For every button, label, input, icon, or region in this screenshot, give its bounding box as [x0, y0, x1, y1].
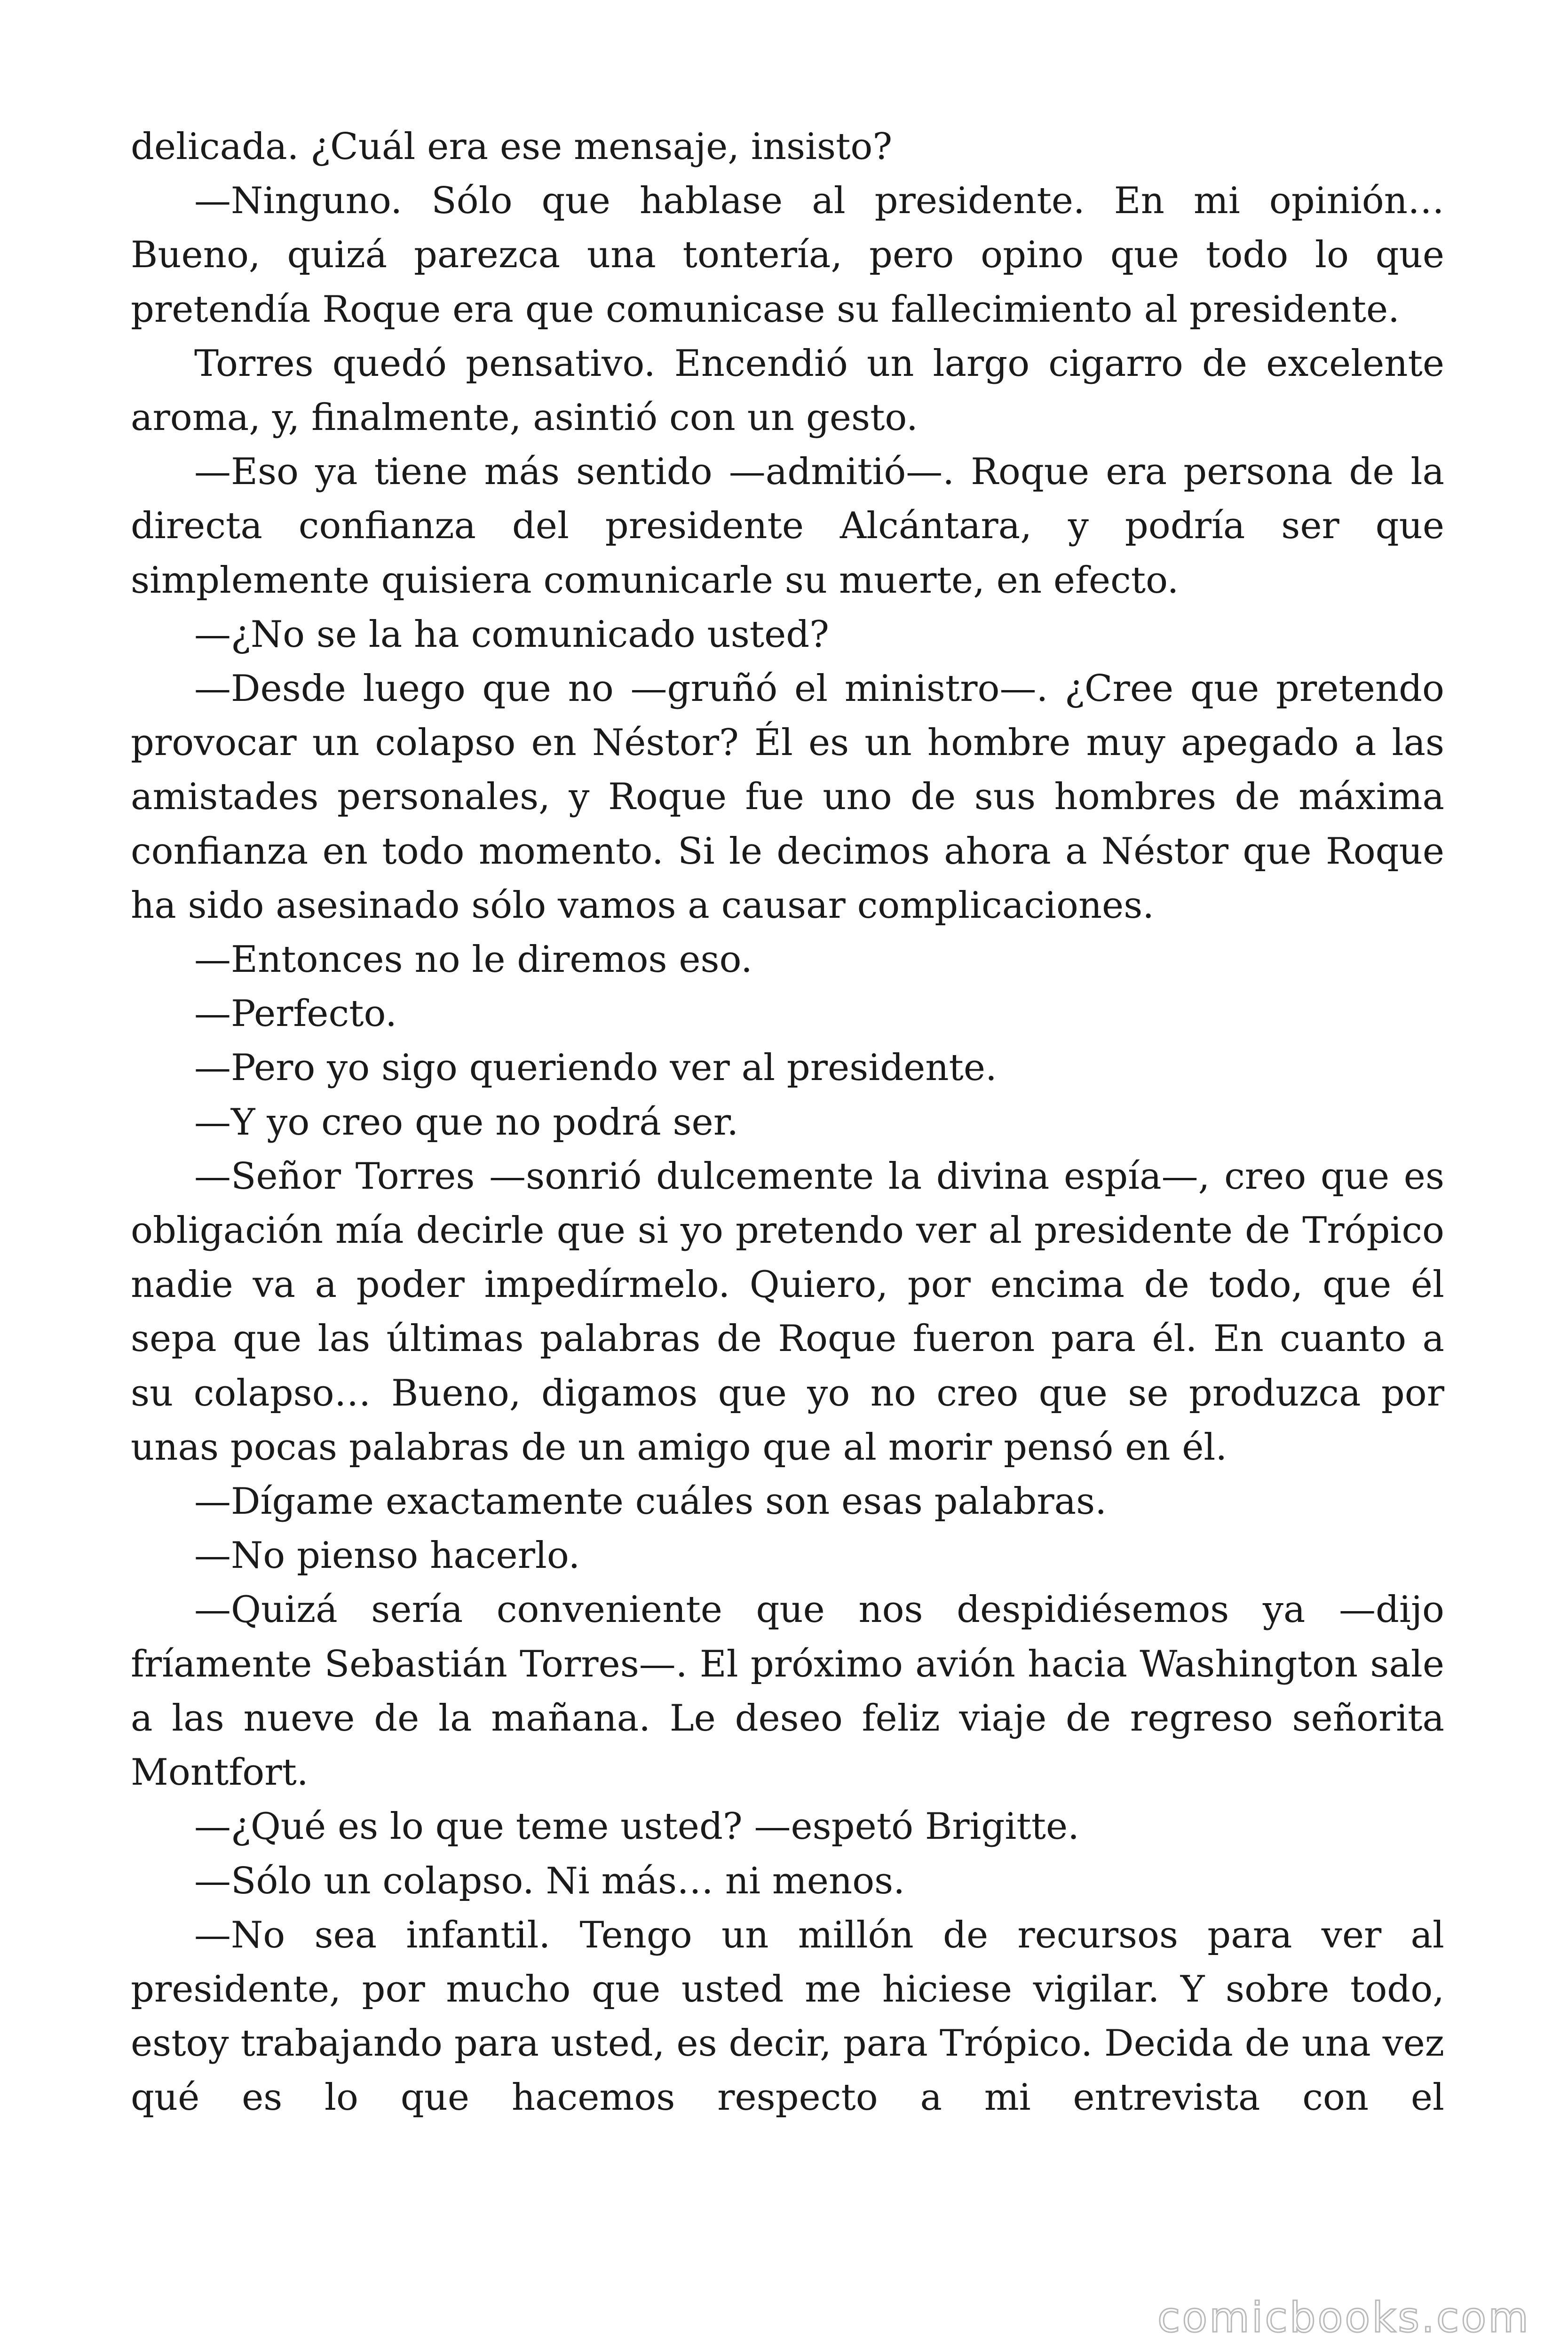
paragraph: —Ninguno. Sólo que hablase al presidente. En mi opinión… Bueno, quizá parezca una tontería, pero opino que todo lo que pretendía Roque era que comunicase su fallecimiento al presidente. [131, 180, 1444, 331]
paragraph: —Quizá sería conveniente que nos despidiésemos ya —dijo fríamente Sebastián Torres—. El próximo avión hacia Washington sale a las nueve de la mañana. Le deseo feliz viaje de regreso señorita Montfort. [131, 1589, 1444, 1794]
page-text [131, 120, 1444, 2125]
paragraph: —Y yo creo que no podrá ser. [194, 1101, 739, 1144]
paragraph: —No pienso hacerlo. [194, 1534, 580, 1577]
paragraph: —¿Qué es lo que teme usted? —espetó Brigitte. [194, 1805, 1079, 1848]
paragraph: —Desde luego que no —gruñó el ministro—. ¿Cree que pretendo provocar un colapso en Néstor? Él es un hombre muy apegado a las amistades personales, y Roque fue uno de sus hombres de máxima confianza en todo momento. Si le decimos ahora a Néstor que Roque ha sido asesinado sólo vamos a causar complicaciones. [131, 667, 1444, 927]
paragraph: —No sea infantil. Tengo un millón de recursos para ver al presidente, por mucho que usted me hiciese vigilar. Y sobre todo, estoy trabajando para usted, es decir, para Trópico. Decida de una vez qué es lo que hacemos respecto a mi entrevista con el [131, 1914, 1444, 2119]
paragraph: —¿No se la ha comunicado usted? [194, 613, 829, 656]
paragraph: —Sólo un colapso. Ni más… ni menos. [194, 1859, 905, 1902]
paragraph: —Entonces no le diremos eso. [194, 938, 752, 981]
paragraph: —Señor Torres —sonrió dulcemente la divina espía—, creo que es obligación mía decirle que si yo pretendo ver al presidente de Trópico nadie va a poder impedírmelo. Quiero, por encima de todo, que él sepa que las últimas palabras de Roque fueron para él. En cuanto a su colapso… Bueno, digamos que yo no creo que se produzca por unas pocas palabras de un amigo que al morir pensó en él. [131, 1155, 1444, 1469]
paragraph: Torres quedó pensativo. Encendió un largo cigarro de excelente aroma, y, finalmente, asintió con un gesto. [131, 342, 1444, 439]
watermark-logo: comicbooks.com [1157, 2293, 1530, 2342]
paragraph: —Eso ya tiene más sentido —admitió—. Roque era persona de la directa confianza del presidente Alcántara, y podría ser que simplemente quisiera comunicarle su muerte, en efecto. [131, 451, 1444, 602]
paragraph: —Perfecto. [194, 993, 397, 1035]
paragraph: —Dígame exactamente cuáles son esas palabras. [194, 1480, 1107, 1523]
paragraph: —Pero yo sigo queriendo ver al presidente. [194, 1047, 997, 1089]
paragraph: delicada. ¿Cuál era ese mensaje, insisto? [131, 126, 893, 168]
